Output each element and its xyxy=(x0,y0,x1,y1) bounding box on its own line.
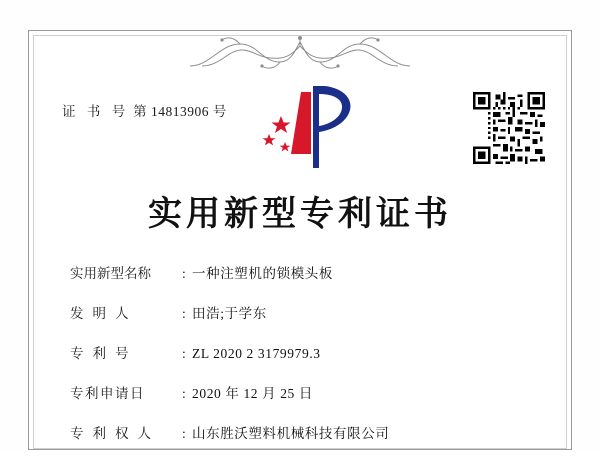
field-label-patent-number: 专利号 xyxy=(70,346,138,361)
field-value-inventor: 田浩;于学东 xyxy=(192,306,267,321)
field-label-application-date: 专利申请日 xyxy=(70,386,145,401)
field-row xyxy=(70,262,540,282)
field-value-patent-number: ZL 2020 2 3179979.3 xyxy=(192,346,321,361)
field-row xyxy=(70,342,540,362)
field-colon: : xyxy=(182,346,186,361)
patent-office-logo xyxy=(255,82,365,172)
certificate-number-label: 证 书 号 xyxy=(62,104,130,119)
field-colon: : xyxy=(182,306,186,321)
field-value-application-date: 2020 年 12 月 25 日 xyxy=(192,386,313,401)
field-colon: : xyxy=(182,386,186,401)
qr-code xyxy=(473,92,545,164)
field-list xyxy=(70,262,540,462)
certificate-number xyxy=(62,100,227,120)
field-row xyxy=(70,422,540,442)
field-row xyxy=(70,382,540,402)
field-label-utility-model-name: 实用新型名称 xyxy=(70,266,151,281)
field-value-utility-model-name: 一种注塑机的锁模头板 xyxy=(192,266,333,281)
field-value-patentee: 山东胜沃塑料机械科技有限公司 xyxy=(192,426,390,441)
page-title: 实用新型专利证书 xyxy=(148,196,452,233)
certificate-number-value: 第 14813906 号 xyxy=(133,104,227,119)
field-label-inventor: 发明人 xyxy=(70,306,138,321)
field-colon: : xyxy=(182,266,186,281)
field-row xyxy=(70,302,540,322)
field-colon: : xyxy=(182,426,186,441)
field-label-patentee: 专利权人 xyxy=(70,426,160,441)
decorative-ornament xyxy=(180,32,420,74)
